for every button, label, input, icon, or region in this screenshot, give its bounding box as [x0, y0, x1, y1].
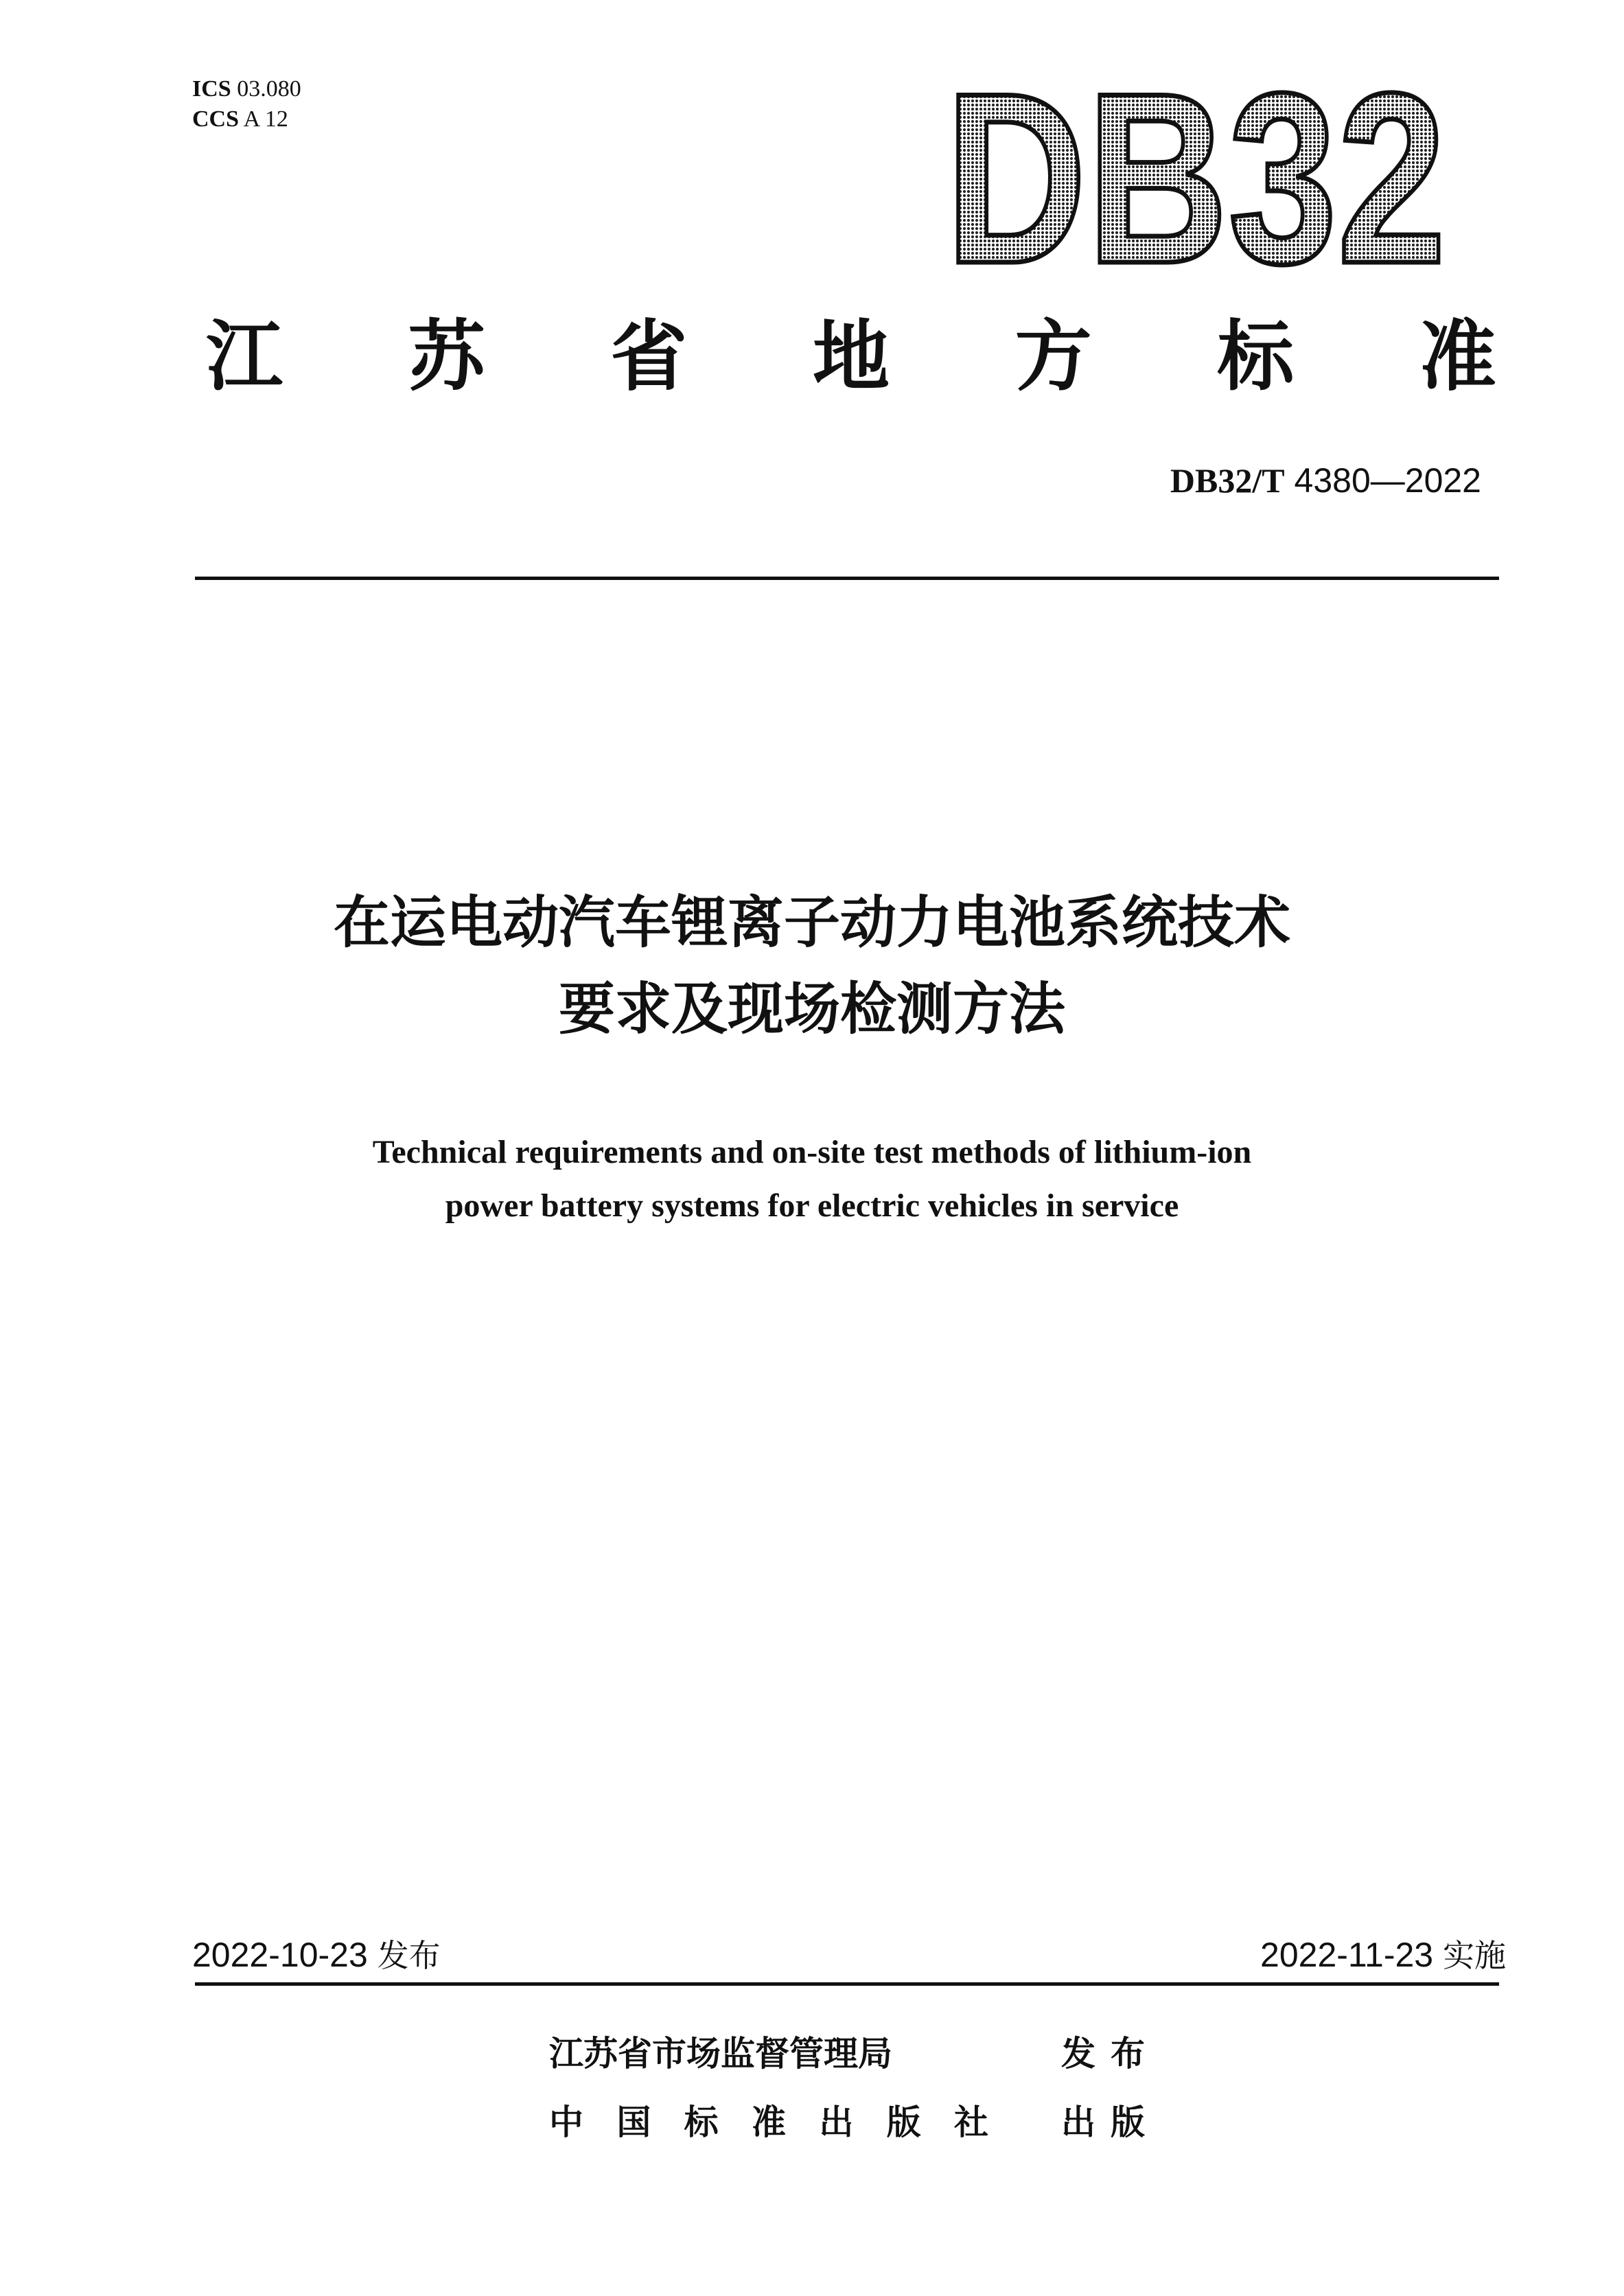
title-en-line-2: power battery systems for electric vehicles in service	[445, 1187, 1179, 1224]
implement-date	[1260, 1927, 1506, 1983]
province-standard-char: 地	[812, 312, 890, 402]
standard-number-value: 4380—2022	[1294, 461, 1481, 500]
publisher-name-char: 出	[819, 2102, 854, 2142]
publisher-name-char: 准	[751, 2102, 786, 2142]
implement-date-label: 实施	[1443, 1937, 1506, 1974]
title-cn-line-1: 在运电动汽车锂离子动力电池系统技术	[333, 890, 1290, 955]
ics-value: 03.080	[237, 76, 301, 102]
header-divider	[195, 577, 1499, 580]
publisher-name-char: 中	[549, 2102, 583, 2142]
publisher-action: 出版	[1061, 2102, 1160, 2142]
document-title-cn	[137, 880, 1487, 1053]
footer-divider	[195, 1982, 1499, 1986]
publisher-name	[549, 2095, 988, 2150]
province-standard-char: 方	[1014, 312, 1092, 402]
publisher-name-char: 社	[953, 2102, 988, 2142]
province-standard-char: 苏	[408, 312, 485, 402]
standard-prefix: DB32/T	[1170, 461, 1285, 500]
ics-code	[192, 74, 301, 104]
publisher-name-char: 版	[886, 2102, 921, 2142]
document-title-en	[137, 1126, 1487, 1233]
province-standard-char: 标	[1217, 312, 1295, 402]
province-standard-char: 江	[206, 312, 283, 402]
ccs-code	[192, 104, 301, 135]
issuer-action: 发布	[1061, 2034, 1160, 2074]
issue-date-value: 2022-10-23	[192, 1936, 368, 1974]
province-standard-char: 准	[1419, 312, 1496, 402]
province-standard-char: 省	[610, 312, 688, 402]
issuer-name: 江苏省市场监督管理局	[549, 2034, 892, 2074]
publisher-name-char: 标	[684, 2102, 719, 2142]
classification-codes	[192, 74, 301, 135]
publisher-name-char: 国	[616, 2102, 651, 2142]
implement-date-value: 2022-11-23	[1260, 1936, 1434, 1974]
ccs-label: CCS	[192, 106, 240, 132]
ics-label: ICS	[192, 76, 231, 102]
title-cn-line-2: 要求及现场检测方法	[558, 977, 1065, 1042]
standard-number	[1170, 453, 1481, 508]
ccs-value: A 12	[243, 106, 288, 132]
title-en-line-1: Technical requirements and on-site test methods of lithium-ion	[372, 1134, 1252, 1170]
db32-logo-text: DB32	[945, 43, 1446, 314]
db32-logo	[942, 43, 1450, 314]
province-standard-heading	[206, 302, 1496, 412]
issue-date	[192, 1927, 441, 1983]
issue-date-label: 发布	[377, 1937, 441, 1974]
